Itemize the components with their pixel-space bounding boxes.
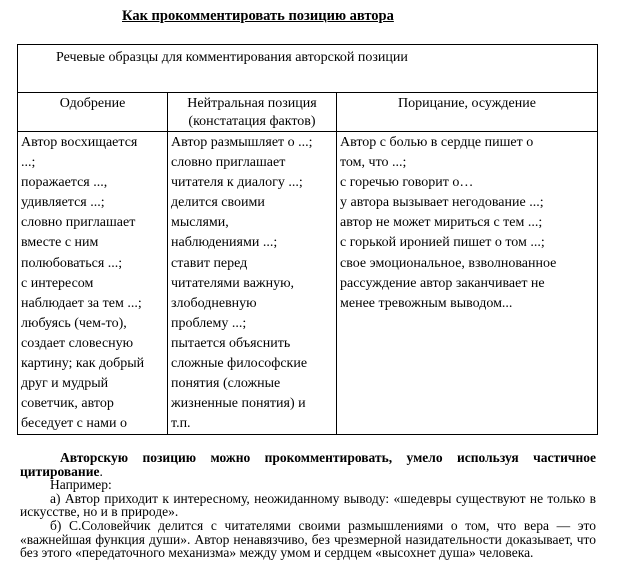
- header-neutral: [168, 93, 337, 132]
- table-line: мыслями,: [171, 215, 229, 231]
- cell-condemnation: [337, 132, 598, 435]
- table-line: с интересом: [21, 275, 94, 291]
- table-header-row: [18, 93, 598, 132]
- example-label: Например:: [50, 477, 112, 493]
- table-line: Автор с болью в сердце пишет о: [340, 135, 534, 150]
- table-caption-row: [18, 45, 598, 93]
- table-line: создает словесную: [21, 335, 134, 351]
- cell-approval: [18, 132, 168, 435]
- table-line: свое эмоциональное, взволнованное: [340, 255, 557, 271]
- table-line: менее тревожным выводом...: [340, 295, 513, 311]
- table-line: с горькой иронией пишет о том ...;: [340, 235, 545, 251]
- table-body-row: [18, 132, 598, 435]
- table-line: злободневную: [171, 295, 257, 311]
- table-line: наблюдает за тем ...;: [21, 295, 142, 311]
- table-line: ...;: [21, 155, 36, 171]
- table-line: картину; как добрый: [21, 356, 145, 372]
- table-line: сложные философские: [171, 356, 308, 372]
- table-line: проблему ...;: [171, 315, 247, 331]
- table-line: вместе с ним: [21, 235, 99, 251]
- lead-paragraph: [20, 451, 596, 478]
- table-line: жизненные понятия) и: [171, 396, 306, 412]
- notes-block: [20, 451, 596, 560]
- table-line: беседует с нами о: [21, 416, 127, 432]
- header-line: Порицание, осуждение: [398, 96, 536, 111]
- table-line: словно приглашает: [171, 155, 286, 171]
- page-title: Как прокомментировать позицию автора: [122, 8, 394, 24]
- header-condemnation: [337, 93, 598, 132]
- cell-neutral: [168, 132, 337, 435]
- table-line: с горечью говорит о…: [340, 175, 474, 191]
- table-line: поражается ...,: [21, 175, 108, 191]
- table-line: полюбоваться ...;: [21, 255, 123, 271]
- table-line: автор не может мириться с тем ...;: [340, 215, 543, 231]
- header-line: Нейтральная позиция: [187, 96, 317, 111]
- table-line: словно приглашает: [21, 215, 136, 231]
- table-line: делится своими: [171, 195, 265, 211]
- table-line: читателями важную,: [171, 275, 295, 291]
- table-line: понятия (сложные: [171, 376, 281, 392]
- table-line: советчик, автор: [21, 396, 114, 412]
- header-approval: [18, 93, 168, 132]
- table-line: удивляется ...;: [21, 195, 105, 211]
- table-line: Автор размышляет о ...;: [171, 135, 313, 150]
- table-caption: Речевые образцы для комментирования авторской позиции: [18, 45, 598, 93]
- example-b: б) С.Соловейчик делится с читателями своими размышлениями о том, что вера — это «важнейшая функция души». Автор ненавязчиво, без чрезмерной назидательности доказывает, что без этого «передаточного механизма» между умом и сердцем «высохнет душа» человека.: [20, 517, 596, 561]
- table-line: Автор восхищается: [21, 135, 138, 150]
- table-line: ставит перед: [171, 255, 248, 271]
- table-line: любуясь (чем-то),: [21, 315, 127, 331]
- table-line: у автора вызывает негодование ...;: [340, 195, 544, 211]
- table-line: т.п.: [171, 416, 191, 432]
- table-line: наблюдениями ...;: [171, 235, 278, 251]
- table-line: рассуждение автор заканчивает не: [340, 275, 545, 291]
- table-line: пытается объяснить: [171, 335, 291, 351]
- header-line: Одобрение: [59, 96, 126, 111]
- speech-patterns-table: [17, 44, 598, 435]
- lead-end: .: [99, 463, 103, 479]
- example-a: а) Автор приходит к интересному, неожиданному выводу: «шедевры существуют не только в искусстве, но и в природе».: [20, 490, 596, 520]
- header-line: (констатация фактов): [188, 114, 316, 129]
- table-line: читателя к диалогу ...;: [171, 175, 303, 191]
- table-line: друг и мудрый: [21, 376, 109, 392]
- table-line: том, что ...;: [340, 155, 407, 171]
- lead-text: Авторскую позицию можно прокомментировать, умело используя частичное цитирование: [20, 450, 596, 479]
